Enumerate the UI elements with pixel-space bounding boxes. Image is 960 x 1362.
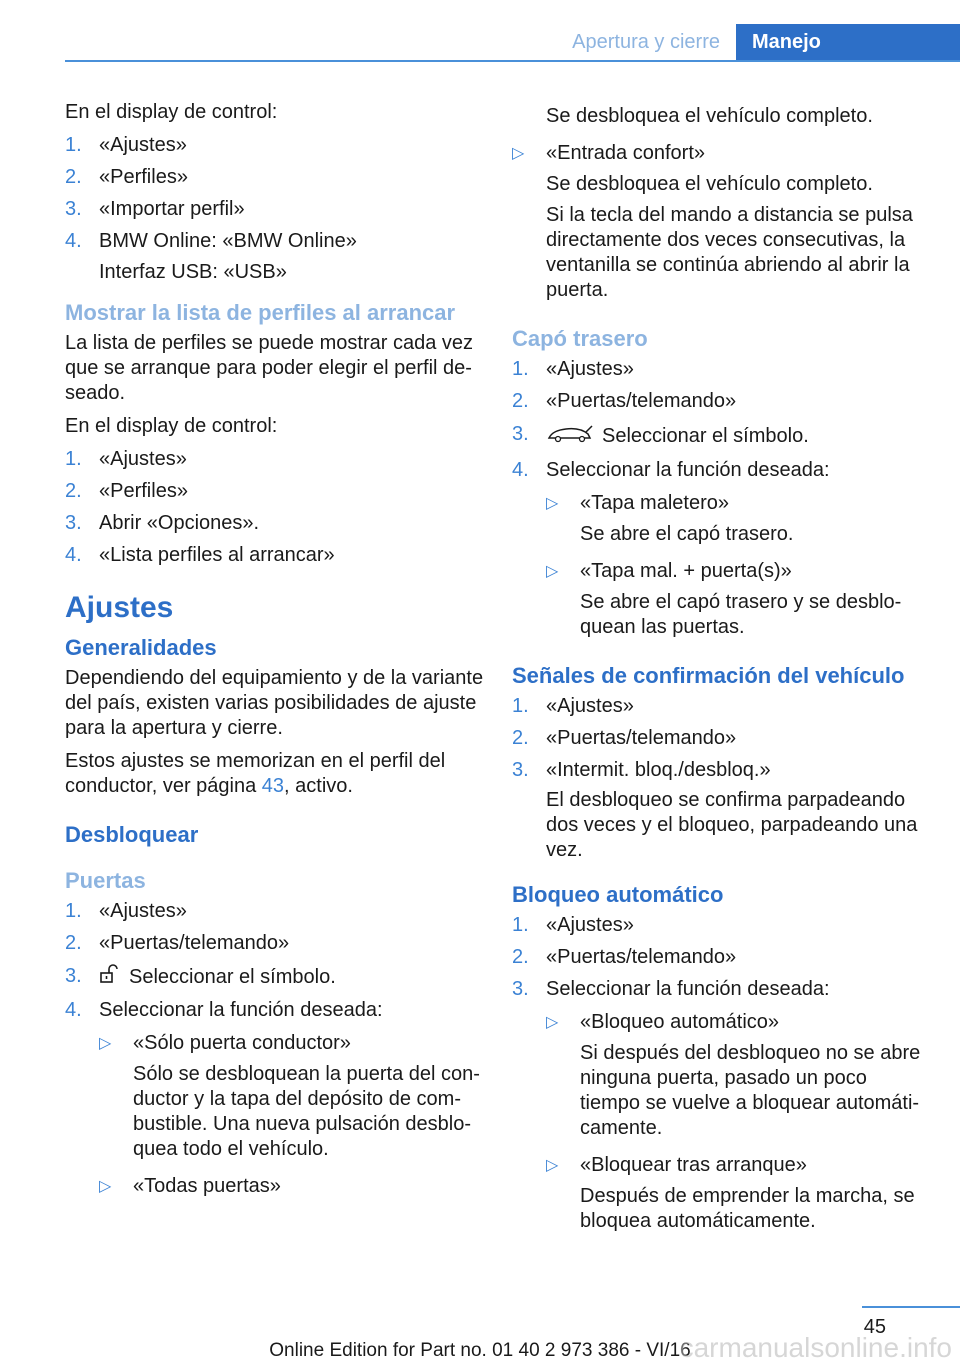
- list-text: Seleccionar la función deseada:: [546, 978, 830, 1000]
- page-link-43[interactable]: 43: [261, 775, 285, 797]
- list-item: [65, 998, 485, 1023]
- list-item: [512, 913, 922, 938]
- right-column: [512, 100, 922, 1234]
- list-text: «Puertas/telemando»: [99, 932, 290, 954]
- bullet-body: Se abre el capó trasero.: [580, 523, 794, 545]
- list-number: 1.: [512, 695, 529, 717]
- bullet-label: «Entrada confort»: [546, 142, 705, 164]
- list-text: «Ajustes»: [99, 900, 187, 922]
- bullet-item: [546, 491, 922, 516]
- show-profiles-text: La lista de perfiles se puede mostrar cada vez que se arranque para poder elegir el perfil deseado.: [65, 332, 473, 404]
- list-item: [65, 899, 485, 924]
- heading-generalidades: Generalidades: [65, 635, 217, 660]
- list-number: 1.: [512, 358, 529, 380]
- list-item: [65, 931, 485, 956]
- list-item: [512, 977, 922, 1002]
- heading-desbloquear: Desbloquear: [65, 822, 199, 847]
- list-item: [65, 133, 485, 158]
- general-text-2b: , activo.: [284, 775, 353, 797]
- bullet-body: Sólo se desbloquean la puerta del conductor y la tapa del depósito de combustible. Una nueva pulsación desbloquea todo el vehículo.: [133, 1063, 480, 1160]
- heading-capo-trasero: Capó trasero: [512, 326, 648, 351]
- heading-show-profiles: Mostrar la lista de perfiles al arrancar: [65, 300, 456, 325]
- list-item: [65, 165, 485, 190]
- list-item: [65, 479, 485, 504]
- display-text: En el display de control:: [65, 415, 278, 437]
- list-number: 4.: [512, 459, 529, 481]
- bullet-label: «Todas puertas»: [133, 1175, 281, 1197]
- bullet-body: Después de emprender la marcha, se bloquea automáticamente.: [580, 1185, 915, 1232]
- bullet-label: «Tapa mal. + puerta(s)»: [580, 560, 792, 582]
- list-number: 1.: [65, 900, 82, 922]
- list-text: «Perfiles»: [99, 480, 188, 502]
- list-item: [512, 357, 922, 382]
- triangle-right-icon: ▷: [99, 1035, 112, 1052]
- bullet-item: [512, 141, 922, 166]
- bullet-body: Se abre el capó trasero y se desbloquean las puertas.: [580, 591, 902, 638]
- bullet-label: «Tapa maletero»: [580, 492, 729, 514]
- list-number: 2.: [512, 946, 529, 968]
- list-text: «Perfiles»: [99, 166, 188, 188]
- bullet-item: [546, 1010, 922, 1035]
- general-text-2a: Estos ajustes se memorizan en el perfil del conductor, ver página: [65, 750, 446, 797]
- section-tab[interactable]: Apertura y cierre: [572, 31, 720, 53]
- list-text: «Ajustes»: [546, 358, 634, 380]
- bullet-item: [546, 1153, 922, 1178]
- list-item: [65, 543, 485, 568]
- triangle-right-icon: ▷: [546, 1157, 559, 1174]
- chapter-tab[interactable]: Manejo: [736, 24, 960, 60]
- list-text: «Lista perfiles al arrancar»: [99, 544, 335, 566]
- list-item: [512, 389, 922, 414]
- triangle-right-icon: ▷: [546, 495, 559, 512]
- list-text: «Puertas/telemando»: [546, 946, 737, 968]
- footer-rule: [862, 1306, 960, 1308]
- list-text: «Ajustes»: [99, 134, 187, 156]
- bullet-item: [99, 1174, 485, 1199]
- list-number: 2.: [512, 727, 529, 749]
- door-unlock-icon: [99, 964, 121, 991]
- list-number: 4.: [65, 230, 82, 252]
- usb-sub-step: Interfaz USB: «USB»: [99, 261, 287, 283]
- list-number: 4.: [65, 544, 82, 566]
- list-text: «Puertas/telemando»: [546, 390, 737, 412]
- list-number: 2.: [65, 932, 82, 954]
- car-trunk-icon: [546, 422, 594, 451]
- list-number: 3.: [512, 759, 529, 781]
- list-number: 3.: [512, 978, 529, 1000]
- bullet-body: Se desbloquea el vehículo completo.: [546, 105, 873, 127]
- bullet-body: Si la tecla del mando a distancia se pulsa directamente dos veces consecutivas, la ventanilla se continúa abriendo al abrir la puerta.: [546, 204, 913, 301]
- list-text: Seleccionar el símbolo.: [602, 424, 809, 447]
- general-text-1: Dependiendo del equipamiento y de la variante del país, existen varias posibilidades de ajuste para la apertura y cierre.: [65, 667, 484, 739]
- triangle-right-icon: ▷: [99, 1178, 112, 1195]
- edition-footer: Online Edition for Part no. 01 40 2 973 386 - VI/16: [269, 1340, 691, 1361]
- triangle-right-icon: ▷: [546, 1014, 559, 1031]
- list-item: [65, 229, 485, 254]
- list-number: 2.: [65, 166, 82, 188]
- page-number: 45: [863, 1316, 886, 1338]
- heading-puertas: Puertas: [65, 868, 146, 893]
- list-number: 3.: [65, 198, 82, 220]
- watermark: carmanualsonline.info: [679, 1332, 952, 1362]
- general-text-2: [65, 749, 485, 799]
- list-item: [512, 694, 922, 719]
- list-number: 1.: [65, 448, 82, 470]
- intro-text: En el display de control:: [65, 101, 278, 123]
- list-item: [512, 422, 922, 451]
- list-item: [65, 964, 485, 991]
- confirm-steps: [512, 694, 922, 783]
- autolock-steps: [512, 913, 922, 1002]
- list-text: BMW Online: «BMW Online»: [99, 230, 357, 252]
- list-number: 1.: [512, 914, 529, 936]
- list-text: Seleccionar el símbolo.: [129, 965, 336, 988]
- bullet-body: Si después del desbloqueo no se abre ninguna puerta, pasado un poco tiempo se vuelve a bloquear automáticamente.: [580, 1042, 921, 1139]
- bullet-item: [99, 1031, 485, 1056]
- door-unlock-steps: [65, 899, 485, 956]
- bullet-label: «Bloqueo automático»: [580, 1011, 780, 1033]
- list-item: [512, 945, 922, 970]
- list-item: [65, 447, 485, 472]
- list-item: [65, 197, 485, 222]
- list-number: 2.: [65, 480, 82, 502]
- list-number: 3.: [512, 423, 529, 445]
- list-number: 1.: [65, 134, 82, 156]
- import-profile-steps: [65, 133, 485, 254]
- triangle-right-icon: ▷: [546, 563, 559, 580]
- list-number: 3.: [65, 512, 82, 534]
- header-rule: [65, 60, 960, 62]
- list-item: [512, 758, 922, 783]
- bullet-label: «Bloquear tras arranque»: [580, 1154, 807, 1176]
- list-text: «Ajustes»: [99, 448, 187, 470]
- bullet-body: Se desbloquea el vehículo completo.: [546, 173, 873, 195]
- heading-ajustes: Ajustes: [65, 591, 174, 624]
- list-number: 3.: [65, 965, 82, 987]
- list-text: Seleccionar la función deseada:: [99, 999, 383, 1021]
- bullet-label: «Sólo puerta conductor»: [133, 1032, 351, 1054]
- list-text: Seleccionar la función deseada:: [546, 459, 830, 481]
- list-number: 2.: [512, 390, 529, 412]
- heading-confirmacion: Señales de confirmación del vehículo: [512, 663, 905, 688]
- page-header: [65, 24, 960, 62]
- list-item: [512, 726, 922, 751]
- list-text: «Ajustes»: [546, 695, 634, 717]
- list-number: 4.: [65, 999, 82, 1021]
- list-text: «Puertas/telemando»: [546, 727, 737, 749]
- triangle-right-icon: ▷: [512, 145, 525, 162]
- list-text: «Importar perfil»: [99, 198, 245, 220]
- list-text: «Intermit. bloq./desbloq.»: [546, 759, 771, 781]
- bullet-item: [546, 559, 922, 584]
- list-item: [65, 511, 485, 536]
- show-profiles-steps: [65, 447, 485, 568]
- left-column: [65, 100, 485, 1199]
- list-item: [512, 458, 922, 483]
- trunk-steps: [512, 357, 922, 414]
- confirm-sub-step: El desbloqueo se confirma parpadeando dos veces y el bloqueo, parpadeando una vez.: [546, 789, 918, 861]
- heading-bloqueo-automatico: Bloqueo automático: [512, 882, 724, 907]
- list-text: «Ajustes»: [546, 914, 634, 936]
- list-text: Abrir «Opciones».: [99, 512, 260, 534]
